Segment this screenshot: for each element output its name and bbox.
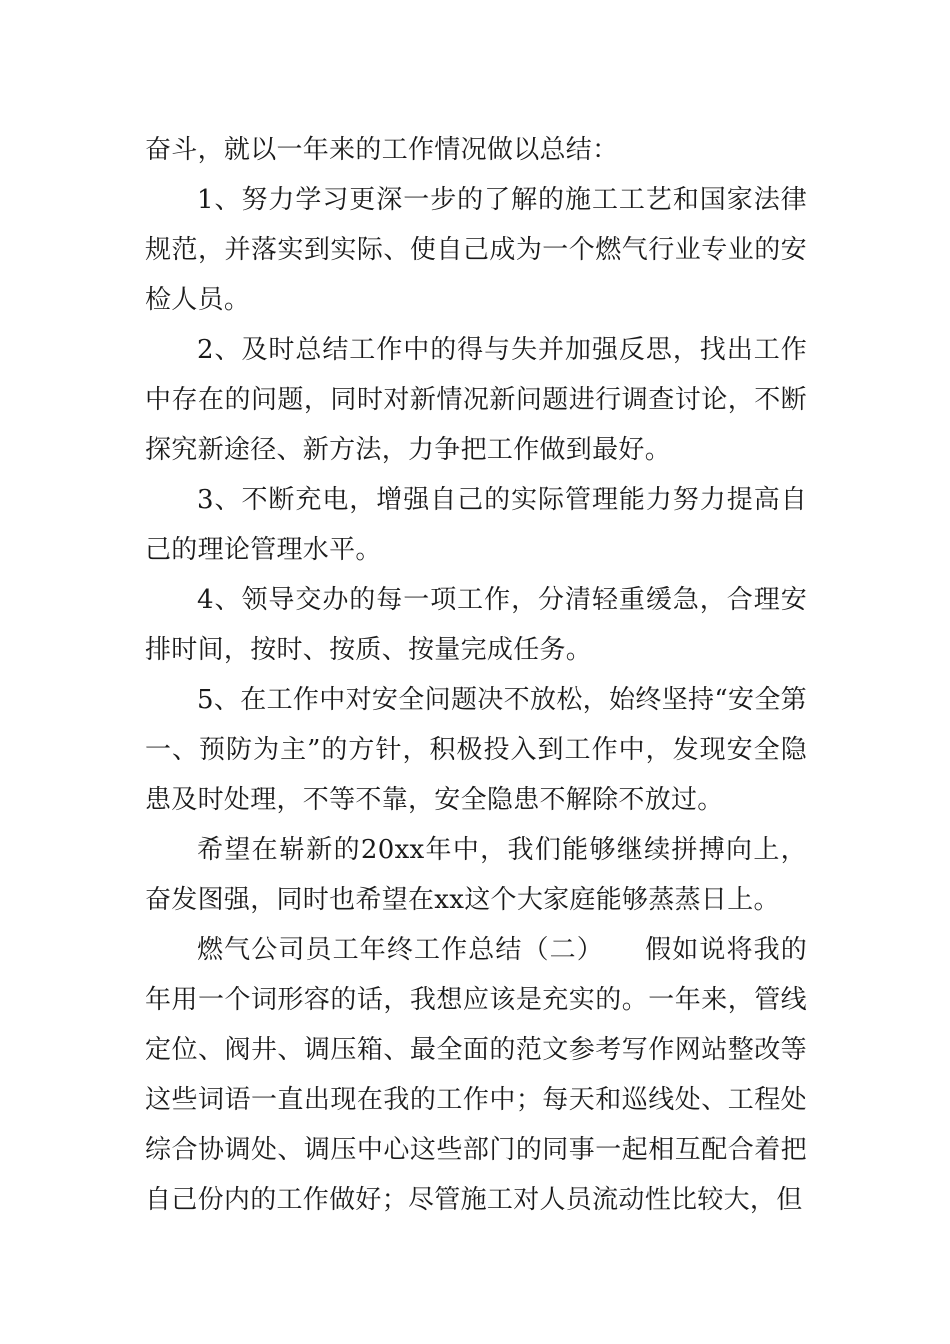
paragraph-summary-two: 燃气公司员工年终工作总结（二） 假如说将我的年用一个词形容的话，我想应该是充实的。一年来，管线定位、阀井、调压箱、最全面的范文参考写作网站整改等这些词语一直出现在我的工作中；每天和巡线处、工程处综合协调处、调压中心这些部门的同事一起相互配合着把自己份内的工作做好；尽管施工对人员流动性比较大，但 <box>145 935 807 1215</box>
paragraph-item-3: 3、不断充电，增强自己的实际管理能力努力提高自己的理论管理水平。 <box>145 485 807 565</box>
paragraph-item-1: 1、努力学习更深一步的了解的施工工艺和国家法律规范，并落实到实际、使自己成为一个燃气行业专业的安检人员。 <box>145 185 807 315</box>
paragraph-item-4: 4、领导交办的每一项工作，分清轻重缓急，合理安排时间，按时、按质、按量完成任务。 <box>145 585 807 665</box>
paragraph-item-2: 2、及时总结工作中的得与失并加强反思，找出工作中存在的问题，同时对新情况新问题进行调查讨论，不断探究新途径、新方法，力争把工作做到最好。 <box>145 335 807 465</box>
paragraph-hope: 希望在崭新的20xx年中，我们能够继续拼搏向上，奋发图强，同时也希望在xx这个大家庭能够蒸蒸日上。 <box>145 835 807 915</box>
document-body <box>145 125 807 1225</box>
paragraph-continuation: 奋斗，就以一年来的工作情况做以总结： <box>145 135 619 165</box>
paragraph-item-5: 5、在工作中对安全问题决不放松，始终坚持“安全第一、预防为主”的方针，积极投入到工作中，发现安全隐患及时处理，不等不靠，安全隐患不解除不放过。 <box>145 685 807 815</box>
